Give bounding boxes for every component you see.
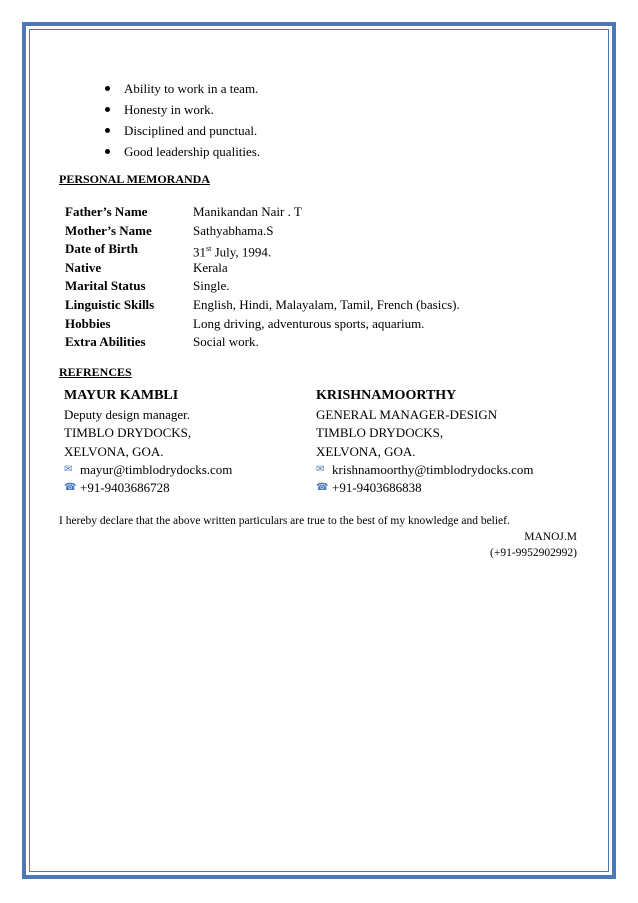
memoranda-row	[65, 240, 460, 259]
personal-memoranda-heading: PERSONAL MEMORANDA	[59, 172, 211, 186]
hobbies-label: Hobbies	[65, 315, 111, 331]
reference-card	[64, 386, 232, 497]
memoranda-row	[65, 203, 460, 222]
reference-designation: GENERAL MANAGER-DESIGN	[316, 407, 498, 422]
reference-location: XELVONA, GOA.	[316, 443, 416, 459]
list-item: Ability to work in a team.	[105, 78, 260, 99]
references-heading: REFRENCES	[59, 365, 132, 379]
linguistic-skills-value: English, Hindi, Malayalam, Tamil, French (basics).	[193, 296, 460, 312]
extra-abilities-label: Extra Abilities	[65, 334, 146, 350]
fathers-name-label: Father’s Name	[65, 204, 148, 219]
memoranda-row	[65, 296, 460, 315]
fathers-name-value: Manikandan Nair . T	[193, 204, 302, 219]
marital-status-value: Single.	[193, 278, 230, 294]
memoranda-row	[65, 222, 460, 241]
telephone-icon: ☎	[64, 482, 77, 494]
memoranda-row	[65, 333, 460, 352]
reference-phone: +91-9403686838	[332, 480, 422, 496]
reference-designation: Deputy design manager.	[64, 407, 190, 422]
memoranda-row	[65, 277, 460, 296]
qualities-list	[105, 78, 260, 162]
declaration-text: I hereby declare that the above written particulars are true to the best of my knowledge and belief.	[59, 515, 510, 527]
date-of-birth-label: Date of Birth	[65, 241, 138, 257]
extra-abilities-value: Social work.	[193, 334, 259, 350]
reference-phone-row	[316, 479, 534, 497]
telephone-icon: ☎	[316, 482, 329, 494]
mothers-name-value: Sathyabhama.S	[193, 222, 274, 238]
marital-status-label: Marital Status	[65, 278, 146, 294]
list-item: Disciplined and punctual.	[105, 120, 260, 141]
reference-email-row	[64, 461, 232, 479]
signature-name: MANOJ.M	[524, 531, 577, 543]
reference-email-row	[316, 461, 534, 479]
date-of-birth-value: 31st July, 1994.	[193, 244, 272, 260]
list-item: Good leadership qualities.	[105, 141, 260, 162]
linguistic-skills-label: Linguistic Skills	[65, 296, 155, 312]
native-value: Kerala	[193, 259, 228, 275]
reference-email[interactable]: krishnamoorthy@timblodrydocks.com	[332, 461, 534, 477]
reference-phone-row	[64, 479, 232, 497]
envelope-icon: ✉	[64, 463, 73, 475]
memoranda-row	[65, 315, 460, 334]
reference-company: TIMBLO DRYDOCKS,	[316, 425, 444, 441]
signature-block	[490, 529, 577, 561]
reference-name: KRISHNAMOORTHY	[316, 388, 457, 403]
reference-email[interactable]: mayur@timblodrydocks.com	[80, 461, 233, 477]
reference-location: XELVONA, GOA.	[64, 443, 164, 459]
reference-phone: +91-9403686728	[80, 480, 170, 496]
personal-memoranda-table	[65, 203, 460, 352]
reference-card	[316, 386, 534, 497]
reference-company: TIMBLO DRYDOCKS,	[64, 425, 192, 441]
envelope-icon: ✉	[316, 463, 325, 475]
native-label: Native	[65, 259, 102, 275]
reference-name: MAYUR KAMBLI	[64, 388, 179, 403]
mothers-name-label: Mother’s Name	[65, 222, 152, 238]
list-item: Honesty in work.	[105, 99, 260, 120]
signature-phone: (+91-9952902992)	[490, 547, 577, 559]
hobbies-value: Long driving, adventurous sports, aquarium.	[193, 315, 425, 331]
memoranda-row	[65, 259, 460, 278]
